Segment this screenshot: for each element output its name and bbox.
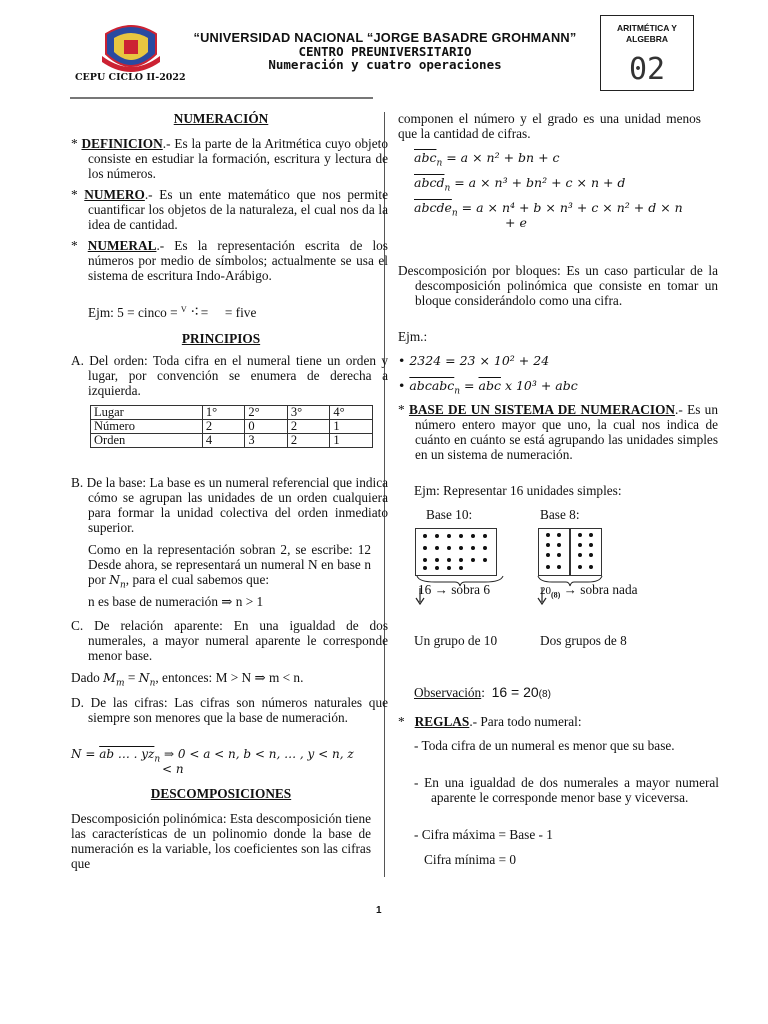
observacion-formula: 16 = 20 [491,684,539,700]
topic-label: Numeración y cuatro operaciones [268,57,502,72]
cifras-formula-sub: n [154,754,161,765]
sobra-nada-text: → sobra nada [560,582,638,597]
como-text-a: Como en la representación sobran 2, se escribe: 12 Desde ahora, se representará un numeral N en base n por [88,542,371,587]
dado-eq: = [124,670,139,685]
formula-abcd [414,175,714,197]
unit-dot [557,533,561,537]
bloques-example-2: • abcabc$_n$ = $\overline{abc}$ x 10³ + abc [398,378,578,397]
table-cell: 4 [202,434,245,448]
unit-dot [589,553,593,557]
unit-dot [483,558,487,562]
como-paragraph [88,542,371,594]
ejm-16-label: Ejm: Representar 16 unidades simples: [414,483,622,498]
unit-dot [589,565,593,569]
regla-3: - Cifra máxima = Base - 1 [414,827,553,842]
f3-sub: n [451,208,458,219]
dado-a: Dado [71,670,100,685]
dado-nsub: n [149,678,156,689]
unit-dot [557,543,561,547]
unit-dot [589,543,593,547]
unit-dot [423,558,427,562]
base8-label: Base 8: [540,507,580,522]
cifras-formula-n: N = [71,747,100,761]
unit-dot [447,558,451,562]
sistema-text: .- Es un número entero mayor que uno, la cual nos indica de cuánto en cuánto se está agrupando las unidades simples en un sistema de numeración. [415,402,718,462]
cifras-formula-ineq: ⇒ 0 < a < n, b < n, … , y < n, z [160,747,354,761]
formula-abcde [414,200,714,222]
reglas-text: .- Para todo numeral: [469,714,582,729]
cifras-formula [71,747,376,767]
formula-abc [414,150,714,172]
unit-dot [578,565,582,569]
unit-dot [557,553,561,557]
regla-1: - Toda cifra de un numeral es menor que su base. [414,738,675,753]
unit-dot [447,566,451,570]
unit-dot [578,553,582,557]
unit-dot [546,565,550,569]
unit-dot [447,546,451,550]
base10-dots [415,528,497,576]
unit-dot [435,558,439,562]
order-table [90,405,373,448]
group-box [570,528,602,576]
descomposiciones-title: DESCOMPOSICIONES [150,786,292,801]
numeral-term: NUMERAL [87,238,157,253]
table-cell: 1 [330,434,373,448]
table-cell: 3° [287,406,330,420]
sobra-nada-label [540,582,638,603]
f2-sub: n [444,183,451,194]
orden-paragraph: A. Del orden: Toda cifra en el numeral tiene un orden y lugar, por convención se enumera de derecha a izquierda. [71,353,388,398]
group-box [538,528,570,576]
grupo-10-label: Un grupo de 10 [414,633,498,648]
cifras-formula-over: ab … . yz [99,747,155,761]
table-cell: 2 [202,420,245,434]
nbase-line: n es base de numeración ⇒ n > 1 [88,594,264,609]
unit-dot [471,534,475,538]
bloques-paragraph: Descomposición por bloques: Es un caso particular de la descomposición polinómica que consiste en tomar un bloque considerándolo como una cifra. [398,263,718,308]
b2-over: abcabc [409,378,455,393]
numeracion-title: NUMERACIÓN [173,111,269,126]
regla-2: - En una igualdad de dos numerales a mayor numeral aparente le corresponde menor base y viceversa. [414,775,719,805]
table-cell: 2 [287,420,330,434]
definicion-paragraph: * DEFINICION.- Es la parte de la Aritmética cuyo objeto consiste en estudiar la formación, escritura y lectura de los números. [71,136,388,181]
unit-dot [423,534,427,538]
sobra-nada-20: 20 [540,585,551,597]
example-part-c: = five [224,305,257,320]
table-cell: Lugar [91,406,203,420]
centro-label: CENTRO PREUNIVERSITARIO [298,44,472,59]
base8-dots [538,528,602,576]
dado-n: N [138,670,150,685]
sistema-term: BASE DE UN SISTEMA DE NUMERACION [408,402,676,417]
course-box [600,15,694,91]
observacion-label: Observación [414,685,482,700]
b2-rest: x 10³ + abc [500,378,578,393]
f2-rest: = a × n³ + bn² + c × n + d [450,175,626,190]
unit-dot [578,543,582,547]
header-rule [70,97,373,99]
unit-dot [483,546,487,550]
observacion-colon: : [481,685,485,700]
principios-title: PRINCIPIOS [181,331,261,346]
unit-dot [546,543,550,547]
sobra-6-label: 16 → sobra 6 [418,582,491,597]
table-cell: 2 [287,434,330,448]
unit-dot [557,565,561,569]
relacion-paragraph: C. De relación aparente: En una igualdad de dos numerales, a mayor numeral aparente le corresponde menor base. [71,618,388,663]
dado-line [71,670,371,692]
unit-dot [483,534,487,538]
formula-abcde-cont: + e [505,215,527,230]
numeral-paragraph: * NUMERAL.- Es la representación escrita de los números por medio de símbolos; actualmente se usa el sistema de escritura Indo-Arábigo. [71,238,388,283]
unit-dot [546,553,550,557]
table-cell: Número [91,420,203,434]
numeral-text: .- Es la representación escrita de los números por medio de símbolos; actualmente se usa el sistema de escritura Indo-Arábigo. [88,238,388,283]
numero-text: .- Es un ente matemático que nos permite cuantificar los objetos de la naturaleza, el cual nos da la idea de cantidad. [88,187,388,232]
sobra-nada-sub: (8) [551,590,561,600]
nn-symbol [109,572,126,591]
unit-dot [546,533,550,537]
f1-rest: = a × n² + bn + c [442,150,560,165]
reglas-line: * REGLAS.- Para todo numeral: [398,714,582,729]
numeral-example [88,305,378,322]
f2-over: abcd [414,175,445,190]
observacion-line [414,685,551,702]
example-part-a: Ejm: 5 = cinco = [88,305,178,320]
observacion-sub: (8) [538,689,551,700]
dado-m: M [103,670,116,685]
b2-sub: n [454,386,461,397]
unit-dot [471,558,475,562]
base-paragraph: B. De la base: La base es un numeral referencial que indica cómo se agrupan las unidades de un orden cualquiera para formar la unidad colectiva del orden inmediato superior. [71,475,388,535]
table-cell: 0 [245,420,288,434]
unit-dot [435,546,439,550]
reglas-term: REGLAS [414,714,470,729]
polinomica-paragraph: Descomposición polinómica: Esta descomposición tiene las características de un polinomio donde la base de numeración es la variable, los coeficientes son las cifras que [71,811,371,871]
numero-term: NUMERO [84,187,145,202]
unit-dot [435,566,439,570]
table-cell: Orden [91,434,203,448]
como-text-b: , para el cual sabemos que: [125,572,270,587]
nn-letter: N [109,572,120,587]
table-cell: 3 [245,434,288,448]
numero-paragraph: * NUMERO.- Es un ente matemático que nos permite cuantificar los objetos de la naturaleza, el cual nos da la idea de cantidad. [71,187,388,232]
ciclo-label: CEPU CICLO II-2022 [75,72,186,83]
unit-dot [423,546,427,550]
unit-dot [447,534,451,538]
table-row [91,406,373,420]
unit-dot [589,533,593,537]
table-cell: 4° [330,406,373,420]
unit-dot [459,546,463,550]
definicion-term: DEFINICION [81,136,163,151]
cifras-formula-cont: < n [162,762,184,776]
b2-over2: $\overline{abc}$ [478,378,501,393]
f3-rest: = a × n⁴ + b × n³ + c × n² + d × n [457,200,683,215]
unit-dot [459,566,463,570]
unit-dot [459,534,463,538]
session-number: 02 [628,52,666,87]
cifras-paragraph: D. De las cifras: Las cifras son números naturales que siempre son menores que la base de numeración. [71,695,388,725]
sistema-paragraph: * BASE DE UN SISTEMA DE NUMERACION.- Es un número entero mayor que uno, la cual nos indica de cuánto en cuánto se está agrupando las unidades simples en un sistema de numeración. [398,402,718,462]
university-logo [100,20,162,74]
table-row [91,434,373,448]
dado-b: , entonces: M > N ⇒ m < n. [155,670,304,685]
university-name: “UNIVERSIDAD NACIONAL “JORGE BASADRE GROHMANN” [193,30,577,45]
unit-dot [459,558,463,562]
ejm-label-2: Ejm.: [398,329,428,344]
unit-dot [423,566,427,570]
course-name: ARITMÉTICA Y ALGEBRA [617,23,677,44]
table-cell: 2° [245,406,288,420]
unit-dot [578,533,582,537]
f1-over: $\overline{abc}$ [414,150,437,165]
f3-over: abcde [414,200,452,215]
base10-label: Base 10: [426,507,473,522]
mayan-dots-glyph: ⁖ [190,304,198,321]
continuation-paragraph: componen el número y el grado es una unidad menos que la cantidad de cifras. [398,111,701,141]
nn-sub: n [120,580,126,591]
b2-mid: = [460,378,479,393]
bloques-example-1: • 2324 = 23 × 10² + 24 [398,353,550,368]
roman-v-glyph: V [180,305,187,314]
definicion-text: .- Es la parte de la Aritmética cuyo objeto consiste en estudiar la formación, escritura y lectura de los números. [88,136,388,181]
f1-sub: n [436,158,443,169]
table-cell: 1 [330,420,373,434]
unit-dot [471,546,475,550]
table-cell: 1° [202,406,245,420]
dado-msub: m [115,678,125,689]
regla-4: Cifra mínima = 0 [424,852,517,867]
grupo-8-label: Dos grupos de 8 [540,633,627,648]
page-number: 1 [376,905,382,916]
table-row [91,420,373,434]
unit-dot [435,534,439,538]
example-part-b: = [200,305,209,320]
